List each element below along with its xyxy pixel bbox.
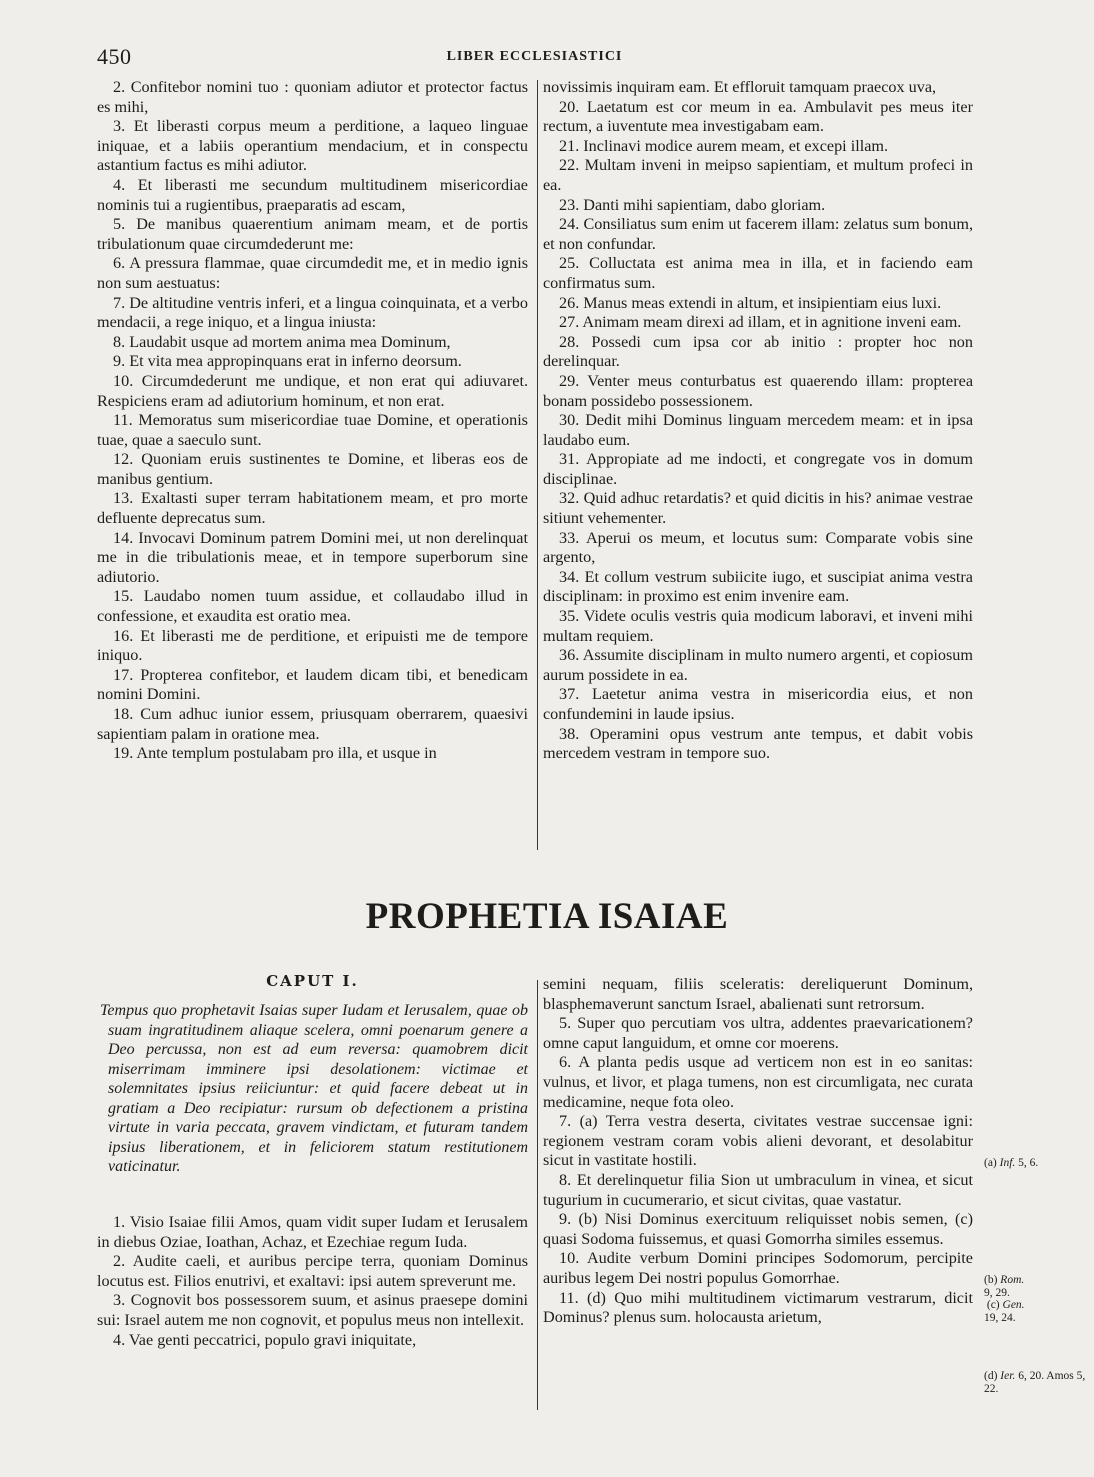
bottom-right-column [543, 975, 973, 1328]
verse: 30. Dedit mihi Dominus linguam mercedem meam: et in ipsa laudabo eum. [543, 411, 973, 449]
verse: 3. Cognovit bos possessorem suum, et asinus praesepe domini sui: Israel autem me non cognovit, et populus meus non intellexit. [97, 1291, 528, 1329]
verse: 18. Cum adhuc iunior essem, priusquam oberrarem, quaesivi sapientiam palam in oratione mea. [97, 705, 528, 743]
verse: 1. Visio Isaiae filii Amos, quam vidit super Iudam et Ierusalem in diebus Oziae, Ioathan, Achaz, et Ezechiae regum Iuda. [97, 1213, 528, 1251]
verse: 5. De manibus quaerentium animam meam, et de portis tribulationum quae circumdederunt me: [97, 215, 528, 253]
verse: 36. Assumite disciplinam in multo numero argenti, et copiosum aurum possidete in ea. [543, 646, 973, 684]
verse: 13. Exaltasti super terram habitationem meam, et pro morte defluente deprecatus sum. [97, 489, 528, 528]
column-divider-top [537, 80, 538, 850]
verse: 11. Memoratus sum misericordiae tuae Domine, et operationis tuae, quae a saeculo sunt. [97, 411, 528, 449]
margin-note: (d) Ier. 6, 20. Amos 5, 22. [984, 1370, 1086, 1395]
verse: 11. (d) Quo mihi multitudinem victimarum vestrarum, dicit Dominus? plenus sum. holocausta arietum, [543, 1288, 973, 1327]
verse: 31. Appropiate ad me indocti, et congregate vos in domum disciplinae. [543, 450, 973, 488]
verse: semini nequam, filiis sceleratis: dereliquerunt Dominum, blasphemaverunt sanctum Israel, abalienati sunt retrorsum. [543, 975, 973, 1013]
verse: 10. Audite verbum Domini principes Sodomorum, percipite auribus legem Dei nostri populus Gomorrhae. [543, 1249, 973, 1287]
verse: 17. Propterea confitebor, et laudem dicam tibi, et benedicam nomini Domini. [97, 665, 528, 704]
verse: 2. Confitebor nomini tuo : quoniam adiutor et protector factus es mihi, [97, 78, 528, 116]
running-head [97, 44, 972, 72]
verse: 10. Circumdederunt me undique, et non erat qui adiuvaret. Respiciens eram ad adiutorium hominum, et non erat. [97, 371, 528, 410]
verse: 35. Videte oculis vestris quia modicum laboravi, et inveni mihi multam requiem. [543, 607, 973, 645]
chapter-title: CAPUT I. [266, 972, 359, 990]
verse: 29. Venter meus conturbatus est quaerendo illam: propterea bonam possidebo possessionem. [543, 371, 973, 410]
verse: 9. (b) Nisi Dominus exercituum reliquisset nobis semen, (c) quasi Sodoma fuissemus, et quasi Gomorrha similes essemus. [543, 1210, 973, 1248]
verse: 16. Et liberasti me de perditione, et eripuisti me de tempore iniquo. [97, 626, 528, 665]
verse: 25. Colluctata est anima mea in illa, et in faciendo eam confirmatus sum. [543, 254, 973, 292]
top-right-column [543, 78, 973, 764]
verse: 23. Danti mihi sapientiam, dabo gloriam. [559, 195, 826, 214]
verse: 8. Laudabit usque ad mortem anima mea Dominum, [113, 332, 451, 351]
verse: 14. Invocavi Dominum patrem Domini mei, ut non derelinquat me in die tribulationis meae, et in tempore superborum sine adiutorio. [97, 528, 528, 586]
verse: 9. Et vita mea appropinquans erat in inferno deorsum. [113, 352, 462, 371]
verse: 15. Laudabo nomen tuum assidue, et collaudabo illud in confessione, et exaudita est oratio mea. [97, 587, 528, 626]
chapter-summary [100, 1001, 528, 1177]
verse: 26. Manus meas extendi in altum, et insipientiam eius luxi. [559, 293, 942, 312]
verse: 20. Laetatum est cor meum in ea. Ambulavit pes meus iter rectum, a iuventute mea investigabam eam. [543, 97, 973, 136]
verse: 32. Quid adhuc retardatis? et quid dicitis in his? animae vestrae sitiunt vehementer. [543, 489, 973, 528]
verse: novissimis inquiram eam. Et effloruit tamquam praecox uva, [543, 78, 937, 96]
verse: 8. Et derelinquetur filia Sion ut umbraculum in vinea, et sicut tugurium in cucumerario, et sicut civitas, quae vastatur. [543, 1170, 973, 1209]
verse: 7. (a) Terra vestra deserta, civitates vestrae succensae igni: regionem vestram coram vobis alieni devorant, et desolabitur sicut in vastitate hostili. [543, 1112, 973, 1170]
top-left-column [97, 78, 528, 764]
verse: 28. Possedi cum ipsa cor ab initio : propter hoc non derelinquar. [543, 332, 973, 371]
verse: 4. Et liberasti me secundum multitudinem misericordiae nominis tui a rugientibus, praeparatis ad escam, [97, 175, 528, 214]
margin-note: (b) Rom. 9, 29. [984, 1274, 1025, 1299]
page-number: 450 [97, 44, 132, 69]
verse: 12. Quoniam eruis sustinentes te Domine, et liberas eos de manibus gentium. [97, 450, 528, 488]
verse: 3. Et liberasti corpus meum a perditione, a laqueo linguae iniquae, et a labiis operantium mendacium, et in conspectu astantium factus es mihi adiutor. [97, 117, 528, 175]
verse: 37. Laetetur anima vestra in misericordia eius, et non confundemini in laude ipsius. [543, 685, 973, 723]
verse: 22. Multam inveni in meipso sapientiam, et multum profeci in ea. [543, 156, 973, 194]
verse: 34. Et collum vestrum subiicite iugo, et suscipiat anima vestra disciplinam: in proximo est enim invenire eam. [543, 567, 973, 606]
verse: 21. Inclinavi modice aurem meam, et excepi illam. [559, 136, 889, 155]
bottom-left-column [97, 1213, 528, 1350]
verse: 2. Audite caeli, et auribus percipe terra, quoniam Dominus locutus est. Filios enutrivi, et exaltavi: ipsi autem spreverunt me. [97, 1252, 528, 1290]
section-title: PROPHETIA ISAIAE [365, 896, 729, 937]
verse: 24. Consiliatus sum enim ut facerem illam: zelatus sum bonum, et non confundar. [543, 215, 973, 253]
verse: 27. Animam meam direxi ad illam, et in agnitione inveni eam. [559, 313, 962, 332]
verse: 6. A planta pedis usque ad verticem non est in eo sanitas: vulnus, et livor, et plaga tumens, non est circumligata, nec curata medicamine, neque fota oleo. [543, 1053, 973, 1111]
verse: 33. Aperui os meum, et locutus sum: Comparate vobis sine argento, [543, 528, 973, 567]
column-divider-bottom [537, 980, 538, 1410]
margin-note: (a) Inf. 5, 6. [984, 1157, 1039, 1169]
verse: 6. A pressura flammae, quae circumdedit me, et in medio ignis non sum aestuatus: [97, 254, 528, 292]
verse: 19. Ante templum postulabam pro illa, et usque in [113, 744, 437, 763]
running-title: LIBER ECCLESIASTICI [446, 49, 623, 64]
margin-note: (c) Gen. 19, 24. [984, 1299, 1025, 1324]
verse: 38. Operamini opus vestrum ante tempus, et dabit vobis mercedem vestram in tempore suo. [543, 724, 973, 763]
verse: 7. De altitudine ventris inferi, et a lingua coinquinata, et a verbo mendacii, a rege iniquo, et a lingua iniusta: [97, 293, 528, 332]
verse: 4. Vae genti peccatrici, populo gravi iniquitate, [113, 1330, 417, 1349]
verse: 5. Super quo percutiam vos ultra, addentes praevaricationem? omne caput languidum, et omne cor moerens. [543, 1014, 973, 1052]
summary-text: Tempus quo prophetavit Isaias super Iudam et Ierusalem, quae ob suam ingratitudinem aliaque scelera, omni poenarum genere a Deo percussa, non est ad eum reversa: quamobrem dicit miserrimam imminere ipsi desolationem: victimae et solemnitates ipsius reiiciuntur: et quid facere debeat ut in gratiam a Deo recipiatur: rursum ob defectionem a pristina virtute in varia peccata, gravem vindictam, et futuram tandem ipsius liberationem, et in feliciorem statum restitutionem vaticinatur. [100, 1002, 528, 1175]
